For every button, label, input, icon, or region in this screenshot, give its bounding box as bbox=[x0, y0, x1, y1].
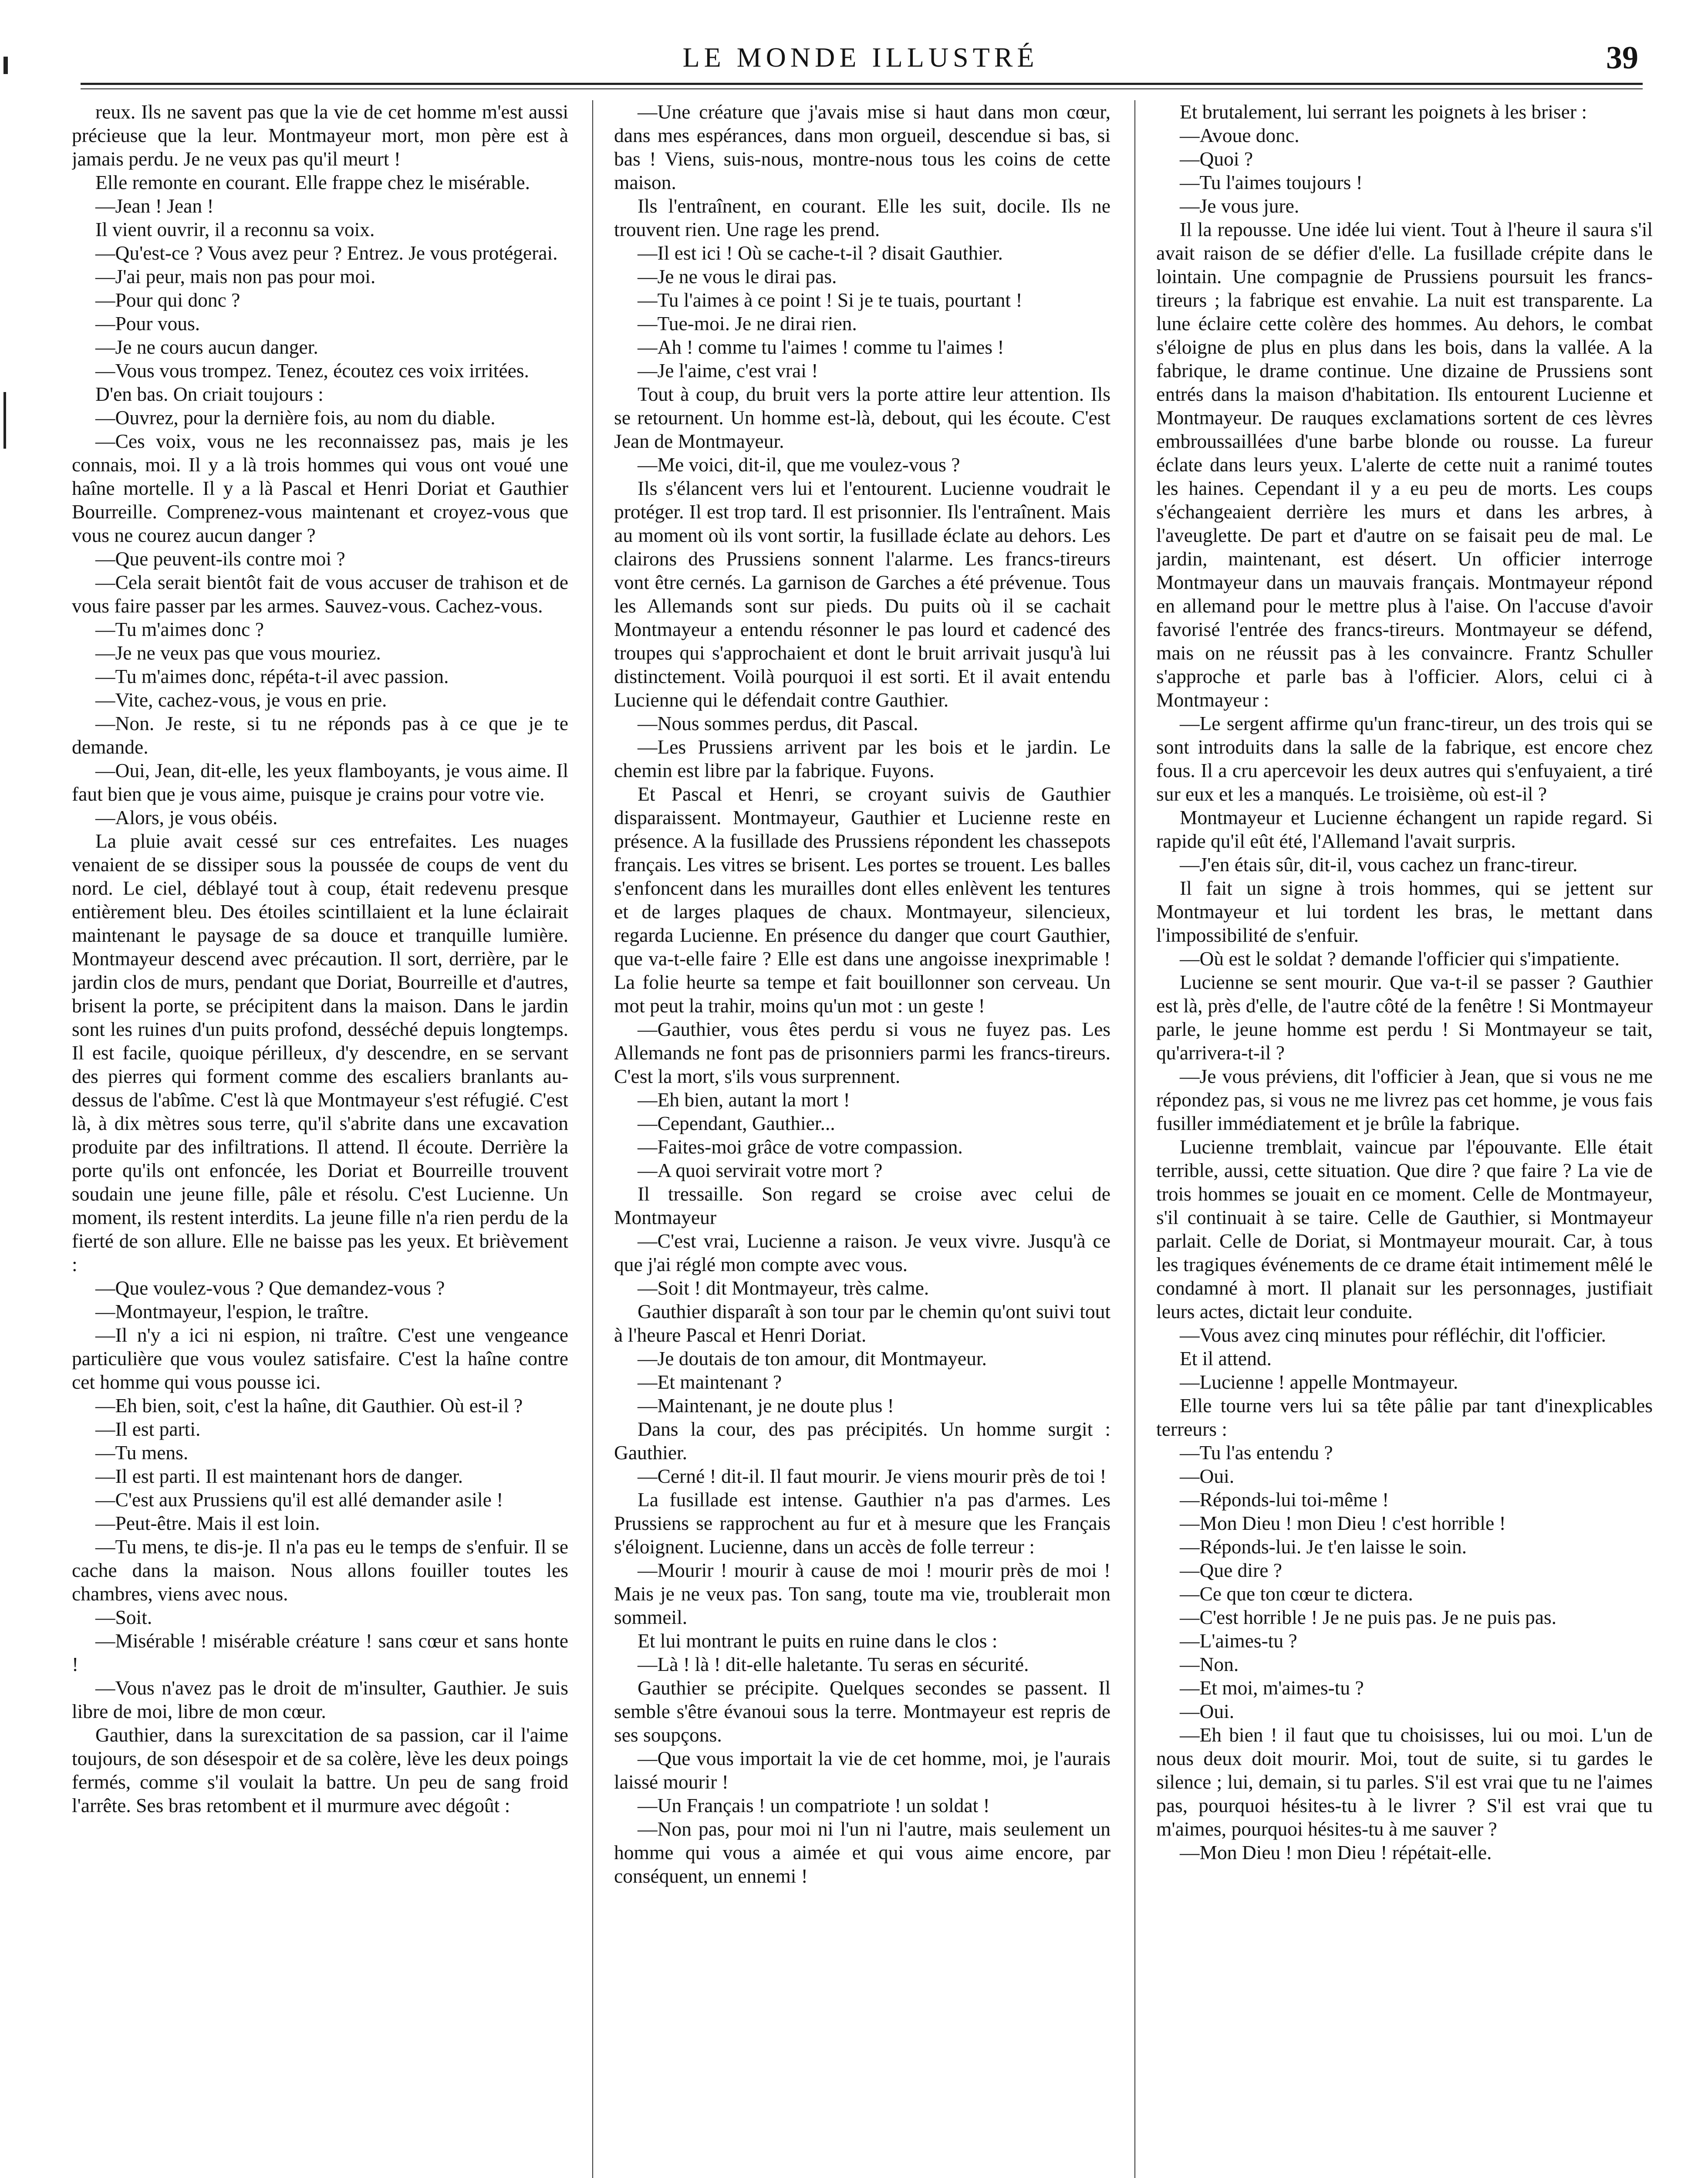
paragraph: —Je ne cours aucun danger. bbox=[95, 336, 318, 358]
paragraph: —Quoi ? bbox=[1180, 148, 1253, 170]
paragraph: —Peut-être. Mais il est loin. bbox=[95, 1512, 320, 1534]
paragraph: —Il n'y a ici ni espion, ni traître. C'est une vengeance particulière que vous voulez satisfaire. C'est la haîne contre cet homme qui vous pousse ici. bbox=[72, 1324, 568, 1393]
paragraph: Il la repousse. Une idée lui vient. Tout à l'heure il saura s'il avait raison de se défier d'elle. La fusillade crépite dans le lointain. Une compagnie de Prussiens poursuit les francs-tireurs ; la fabrique est envahie. La nuit est transparente. La lune éclaire cette colère des hommes. Au dehors, le combat s'éloigne de plus en plus dans les bois, dans la vallée. A la fabrique, le drame continue. Une dizaine de Prussiens sont entrés dans la maison d'habitation. Ils entourent Lucienne et Montmayeur. De rauques exclamations sortent de ces lèvres embroussaillées d'une barbe blonde ou rousse. La fureur éclate dans leurs yeux. L'alerte de cette nuit a ranimé toutes les haines. Cependant il y a eu peu de morts. Les coups s'échangeaient derrière les murs et dans les arbres, à l'aveuglette. De part et d'autre on se faisait peu de mal. Le jardin, maintenant, est désert. Un officier interroge Montmayeur dans un mauvais français. Montmayeur répond en allemand pour le mettre plus à l'aise. On l'accuse d'avoir favorisé l'entrée des francs-tireurs. Montmayeur se défend, mais on ne réussit pas à les convaincre. Frantz Schuller s'approche et parle bas à l'officier. Alors, celui ci à Montmayeur : bbox=[1156, 218, 1653, 711]
paragraph: —Réponds-lui toi-même ! bbox=[1180, 1488, 1389, 1511]
paragraph: Lucienne se sent mourir. Que va-t-il se passer ? Gauthier est là, près d'elle, de l'autre côté de la fenêtre ! Si Montmayeur parle, le jeune homme est perdu ! Si Montmayeur se tait, qu'arrivera-t-il ? bbox=[1156, 971, 1653, 1064]
paragraph: —Vous avez cinq minutes pour réfléchir, dit l'officier. bbox=[1180, 1324, 1606, 1346]
paragraph: —Il est parti. Il est maintenant hors de danger. bbox=[95, 1465, 463, 1487]
paragraph: —Montmayeur, l'espion, le traître. bbox=[95, 1300, 369, 1322]
paragraph: —Ah ! comme tu l'aimes ! comme tu l'aimes ! bbox=[638, 336, 1004, 358]
paragraph: Il fait un signe à trois hommes, qui se jettent sur Montmayeur et lui tordent les bras, le mettant dans l'impossibilité de s'enfuir. bbox=[1156, 877, 1653, 946]
paragraph: Et il attend. bbox=[1180, 1347, 1272, 1370]
paragraph: Gauthier, dans la surexcitation de sa passion, car il l'aime toujours, de son désespoir et de sa colère, lève les deux poings fermés, comme s'il voulait la battre. Un peu de sang froid l'arrête. Ses bras retombent et il murmure avec dégoût : bbox=[72, 1724, 568, 1816]
paragraph: —J'en étais sûr, dit-il, vous cachez un franc-tireur. bbox=[1180, 853, 1578, 876]
paragraph: —Soit ! dit Montmayeur, très calme. bbox=[638, 1277, 929, 1299]
paragraph: Lucienne tremblait, vaincue par l'épouvante. Elle était terrible, aussi, cette situation. Que dire ? que faire ? La vie de trois hommes se jouait en ce moment. Celle de Montmayeur, s'il continuait à se taire. Celle de Gauthier, si Montmayeur parlait. Celle de Doriat, si Montmayeur mourait. Car, à tous les tragiques événements de ce drame était intimement mêlé le condamné à mort. Il planait sur les personnages, justifiait leurs actes, dictait leur conduite. bbox=[1156, 1136, 1653, 1322]
paragraph: —Un Français ! un compatriote ! un soldat ! bbox=[638, 1794, 990, 1816]
paragraph: Dans la cour, des pas précipités. Un homme surgit : Gauthier. bbox=[614, 1418, 1111, 1464]
paragraph: —C'est horrible ! Je ne puis pas. Je ne puis pas. bbox=[1180, 1606, 1556, 1628]
paragraph: —Mon Dieu ! mon Dieu ! c'est horrible ! bbox=[1180, 1512, 1506, 1534]
page-header bbox=[83, 41, 1638, 81]
paragraph: —Réponds-lui. Je t'en laisse le soin. bbox=[1180, 1535, 1467, 1558]
column-1 bbox=[72, 100, 568, 2178]
paragraph: —Que dire ? bbox=[1180, 1559, 1282, 1581]
paragraph: —C'est aux Prussiens qu'il est allé demander asile ! bbox=[95, 1488, 503, 1511]
paragraph: Et lui montrant le puits en ruine dans le clos : bbox=[638, 1630, 998, 1652]
column-3 bbox=[1156, 100, 1653, 2178]
paragraph: —Tue-moi. Je ne dirai rien. bbox=[638, 312, 857, 335]
paragraph: —Eh bien, soit, c'est la haîne, dit Gauthier. Où est-il ? bbox=[95, 1394, 523, 1417]
paragraph: —Soit. bbox=[95, 1606, 152, 1628]
paragraph: —Avoue donc. bbox=[1180, 124, 1300, 146]
paragraph: —Non pas, pour moi ni l'un ni l'autre, mais seulement un homme qui vous a aimée et qui vous aime encore, par conséquent, un ennemi ! bbox=[614, 1818, 1111, 1887]
column-divider bbox=[1134, 100, 1135, 2178]
paragraph: —Tu m'aimes donc, répéta-t-il avec passion. bbox=[95, 665, 449, 687]
paragraph: —Tu l'aimes toujours ! bbox=[1180, 171, 1363, 193]
paragraph: —Maintenant, je ne doute plus ! bbox=[638, 1394, 894, 1417]
paragraph: Il tressaille. Son regard se croise avec celui de Montmayeur bbox=[614, 1183, 1111, 1228]
masthead-title: LE MONDE ILLUSTRÉ bbox=[682, 42, 1039, 73]
paragraph: Il vient ouvrir, il a reconnu sa voix. bbox=[95, 218, 375, 240]
header-rule-thin bbox=[81, 88, 1643, 89]
paragraph: —Je vous jure. bbox=[1180, 195, 1300, 217]
paragraph: —Mon Dieu ! mon Dieu ! répétait-elle. bbox=[1180, 1841, 1492, 1863]
paragraph: —Et maintenant ? bbox=[638, 1371, 782, 1393]
paragraph: Gauthier disparaît à son tour par le chemin qu'ont suivi tout à l'heure Pascal et Henri Doriat. bbox=[614, 1300, 1111, 1346]
paragraph: —Que voulez-vous ? Que demandez-vous ? bbox=[95, 1277, 445, 1299]
paragraph: La fusillade est intense. Gauthier n'a pas d'armes. Les Prussiens se rapprochent au fur et à mesure que les Français s'éloignent. Lucienne, dans un accès de folle terreur : bbox=[614, 1488, 1111, 1558]
paragraph: —Tu l'as entendu ? bbox=[1180, 1441, 1333, 1464]
paragraph: —Oui. bbox=[1180, 1700, 1235, 1722]
paragraph: —Et moi, m'aimes-tu ? bbox=[1180, 1677, 1364, 1699]
paragraph: —Il est parti. bbox=[95, 1418, 201, 1440]
paragraph: —Il est ici ! Où se cache-t-il ? disait Gauthier. bbox=[638, 242, 1003, 264]
paragraph: —Misérable ! misérable créature ! sans cœur et sans honte ! bbox=[72, 1630, 568, 1675]
paragraph: —Là ! là ! dit-elle haletante. Tu seras en sécurité. bbox=[638, 1653, 1029, 1675]
paragraph: —Jean ! Jean ! bbox=[95, 195, 214, 217]
paragraph: —Que vous importait la vie de cet homme, moi, je l'aurais laissé mourir ! bbox=[614, 1747, 1111, 1793]
binding-mark bbox=[3, 392, 6, 449]
paragraph: —Tu mens, te dis-je. Il n'a pas eu le temps de s'enfuir. Il se cache dans la maison. Nous allons fouiller toutes les chambres, viens avec nous. bbox=[72, 1535, 568, 1605]
paragraph: —Non. bbox=[1180, 1653, 1239, 1675]
paragraph: —Cela serait bientôt fait de vous accuser de trahison et de vous faire passer par les armes. Sauvez-vous. Cachez-vous. bbox=[72, 571, 568, 617]
paragraph: —Faites-moi grâce de votre compassion. bbox=[638, 1136, 963, 1158]
paragraph: —Tu mens. bbox=[95, 1441, 189, 1464]
paragraph: —A quoi servirait votre mort ? bbox=[638, 1159, 883, 1181]
paragraph: Elle remonte en courant. Elle frappe chez le misérable. bbox=[95, 171, 530, 193]
paragraph: —Vous n'avez pas le droit de m'insulter, Gauthier. Je suis libre de moi, libre de mon cœur. bbox=[72, 1677, 568, 1722]
header-rule-thick bbox=[81, 83, 1643, 85]
paragraph: —C'est vrai, Lucienne a raison. Je veux vivre. Jusqu'à ce que j'ai réglé mon compte avec vous. bbox=[614, 1230, 1111, 1275]
paragraph: —Je ne veux pas que vous mouriez. bbox=[95, 642, 381, 664]
paragraph: —Oui, Jean, dit-elle, les yeux flamboyants, je vous aime. Il faut bien que je vous aime, puisque je crains pour votre vie. bbox=[72, 759, 568, 805]
paragraph: —Eh bien ! il faut que tu choisisses, lui ou moi. L'un de nous deux doit mourir. Moi, tout de suite, si tu gardes le silence ; lui, demain, si tu parles. S'il est vrai que tu ne l'aimes pas, pourquoi hésites-tu à le livrer ? S'il est vrai que tu m'aimes, pourquoi hésites-tu à me sauver ? bbox=[1156, 1724, 1653, 1840]
paragraph: —Je l'aime, c'est vrai ! bbox=[638, 359, 818, 382]
paragraph: —Tu l'aimes à ce point ! Si je te tuais, pourtant ! bbox=[638, 289, 1023, 311]
paragraph: —Tu m'aimes donc ? bbox=[95, 618, 264, 640]
paragraph: —Qu'est-ce ? Vous avez peur ? Entrez. Je vous protégerai. bbox=[95, 242, 558, 264]
paragraph: —J'ai peur, mais non pas pour moi. bbox=[95, 265, 376, 287]
binding-mark bbox=[3, 57, 8, 74]
paragraph: Elle tourne vers lui sa tête pâlie par tant d'inexplicables terreurs : bbox=[1156, 1394, 1653, 1440]
paragraph: Et Pascal et Henri, se croyant suivis de Gauthier disparaissent. Montmayeur, Gauthier et Lucienne reste en présence. A la fusillade des Prussiens répondent les chassepots français. Les vitres se brisent. Les portes se trouent. Les balles s'enfoncent dans les murailles dont elles enlèvent les tentures et de larges plaques de chaux. Montmayeur, silencieux, regarda Lucienne. En présence du danger que court Gauthier, que va-t-elle faire ? Elle est dans une angoisse inexprimable ! La folie heurte sa tempe et fait bouillonner son cerveau. Un mot peut la trahir, moins qu'un mot : un geste ! bbox=[614, 783, 1111, 1017]
paragraph: Et brutalement, lui serrant les poignets à les briser : bbox=[1180, 101, 1587, 123]
paragraph: —Me voici, dit-il, que me voulez-vous ? bbox=[638, 453, 960, 476]
paragraph: —Non. Je reste, si tu ne réponds pas à ce que je te demande. bbox=[72, 712, 568, 758]
paragraph: —L'aimes-tu ? bbox=[1180, 1630, 1297, 1652]
paragraph: reux. Ils ne savent pas que la vie de cet homme m'est aussi précieuse que la leur. Montmayeur mort, mon père est à jamais perdu. Je ne veux pas qu'il meurt ! bbox=[72, 101, 568, 170]
paragraph: —Nous sommes perdus, dit Pascal. bbox=[638, 712, 918, 734]
page-number: 39 bbox=[1606, 40, 1638, 76]
paragraph: D'en bas. On criait toujours : bbox=[95, 383, 324, 405]
paragraph: —Ce que ton cœur te dictera. bbox=[1180, 1583, 1413, 1605]
paragraph: —Que peuvent-ils contre moi ? bbox=[95, 548, 345, 570]
paragraph: Ils s'élancent vers lui et l'entourent. Lucienne voudrait le protéger. Il est trop tard. Il est prisonnier. Ils l'entraînent. Mais au moment où ils vont sortir, la fusillade éclate au dehors. Les clairons des Prussiens sonnent l'alarme. Les francs-tireurs vont être cernés. La garnison de Garches a été prévenue. Tous les Allemands sont sur pieds. Du puits où il se cachait Montmayeur a entendu résonner le pas lourd et cadencé des troupes qui s'approchaient et dont le bruit arrivait jusqu'à lui distinctement. Voilà pourquoi il est sorti. Et il avait entendu Lucienne qui le défendait contre Gauthier. bbox=[614, 477, 1111, 711]
paragraph: —Oui. bbox=[1180, 1465, 1235, 1487]
paragraph: —Alors, je vous obéis. bbox=[95, 806, 278, 829]
paragraph: —Pour vous. bbox=[95, 312, 200, 335]
paragraph: —Je doutais de ton amour, dit Montmayeur. bbox=[638, 1347, 987, 1370]
paragraph: —Mourir ! mourir à cause de moi ! mourir près de moi ! Mais je ne veux pas. Ton sang, toute ma vie, troublerait mon sommeil. bbox=[614, 1559, 1111, 1628]
paragraph: Ils l'entraînent, en courant. Elle les suit, docile. Ils ne trouvent rien. Une rage les prend. bbox=[614, 195, 1111, 240]
paragraph: —Où est le soldat ? demande l'officier qui s'impatiente. bbox=[1180, 947, 1620, 970]
paragraph: Tout à coup, du bruit vers la porte attire leur attention. Ils se retournent. Un homme est-là, debout, qui les écoute. C'est Jean de Montmayeur. bbox=[614, 383, 1111, 452]
paragraph: —Cerné ! dit-il. Il faut mourir. Je viens mourir près de toi ! bbox=[638, 1465, 1107, 1487]
paragraph: —Pour qui donc ? bbox=[95, 289, 240, 311]
paragraph: —Vite, cachez-vous, je vous en prie. bbox=[95, 689, 387, 711]
paragraph: La pluie avait cessé sur ces entrefaites. Les nuages venaient de se dissiper sous la poussée de coups de vent du nord. Le ciel, déblayé tout à coup, était redevenu presque entièrement bleu. Des étoiles scintillaient et la lune éclairait maintenant le paysage de sa douce et tranquille lumière. Montmayeur descend avec précaution. Il sort, derrière, par le jardin clos de murs, pendant que Doriat, Bourreille et d'autres, brisent la porte, se précipitent dans la maison. Dans le jardin sont les ruines d'un puits profond, desséché depuis longtemps. Il est facile, quoique périlleux, d'y descendre, en se servant des pierres qui forment comme des escaliers branlants au-dessus de l'abîme. C'est là que Montmayeur s'est réfugié. C'est là, à dix mètres sous terre, qu'il s'abrite dans une excavation produite par des infiltrations. Il attend. Il écoute. Derrière la porte qu'ils ont enfoncée, les Doriat et Bourreille trouvent soudain une jeune fille, pâle et résolu. C'est Lucienne. Un moment, ils restent interdits. La jeune fille n'a rien perdu de la fierté de son allure. Elle ne baisse pas les yeux. Et brièvement : bbox=[72, 830, 568, 1275]
paragraph: —Cependant, Gauthier... bbox=[638, 1112, 835, 1134]
paragraph: —Eh bien, autant la mort ! bbox=[638, 1089, 850, 1111]
paragraph: —Le sergent affirme qu'un franc-tireur, un des trois qui se sont introduits dans la salle de la fabrique, est encore chez fous. Il a cru apercevoir les deux autres qui s'enfuyaient, a tiré sur eux et les a manqués. Le troisième, où est-il ? bbox=[1156, 712, 1653, 805]
paragraph: Montmayeur et Lucienne échangent un rapide regard. Si rapide qu'il eût été, l'Allemand l'avait surpris. bbox=[1156, 806, 1653, 852]
column-2 bbox=[614, 100, 1111, 2178]
paragraph: —Les Prussiens arrivent par les bois et le jardin. Le chemin est libre par la fabrique. Fuyons. bbox=[614, 736, 1111, 781]
paragraph: —Ces voix, vous ne les reconnaissez pas, mais je les connais, moi. Il y a là trois hommes qui vous ont voué une haîne mortelle. Il y a là Pascal et Henri Doriat et Gauthier Bourreille. Comprenez-vous maintenant et croyez-vous que vous ne courez aucun danger ? bbox=[72, 430, 568, 546]
paragraph: —Je ne vous le dirai pas. bbox=[638, 265, 837, 287]
paragraph: —Gauthier, vous êtes perdu si vous ne fuyez pas. Les Allemands ne font pas de prisonniers parmi les francs-tireurs. C'est la mort, s'ils vous surprennent. bbox=[614, 1018, 1111, 1087]
paragraph: —Lucienne ! appelle Montmayeur. bbox=[1180, 1371, 1458, 1393]
paragraph: —Ouvrez, pour la dernière fois, au nom du diable. bbox=[95, 406, 496, 429]
text-columns bbox=[72, 100, 1653, 2178]
paragraph: Gauthier se précipite. Quelques secondes se passent. Il semble s'être évanoui sous la terre. Montmayeur est repris de ses soupçons. bbox=[614, 1677, 1111, 1746]
column-divider bbox=[592, 100, 593, 2178]
paragraph: —Une créature que j'avais mise si haut dans mon cœur, dans mes espérances, dans mon orgueil, descendue si bas, si bas ! Viens, suis-nous, montre-nous tous les coins de cette maison. bbox=[614, 101, 1111, 193]
paragraph: —Je vous préviens, dit l'officier à Jean, que si vous ne me répondez pas, si vous ne me livrez pas cet homme, je vous fais fusiller immédiatement et je brûle la fabrique. bbox=[1156, 1065, 1653, 1134]
paragraph: —Vous vous trompez. Tenez, écoutez ces voix irritées. bbox=[95, 359, 529, 382]
